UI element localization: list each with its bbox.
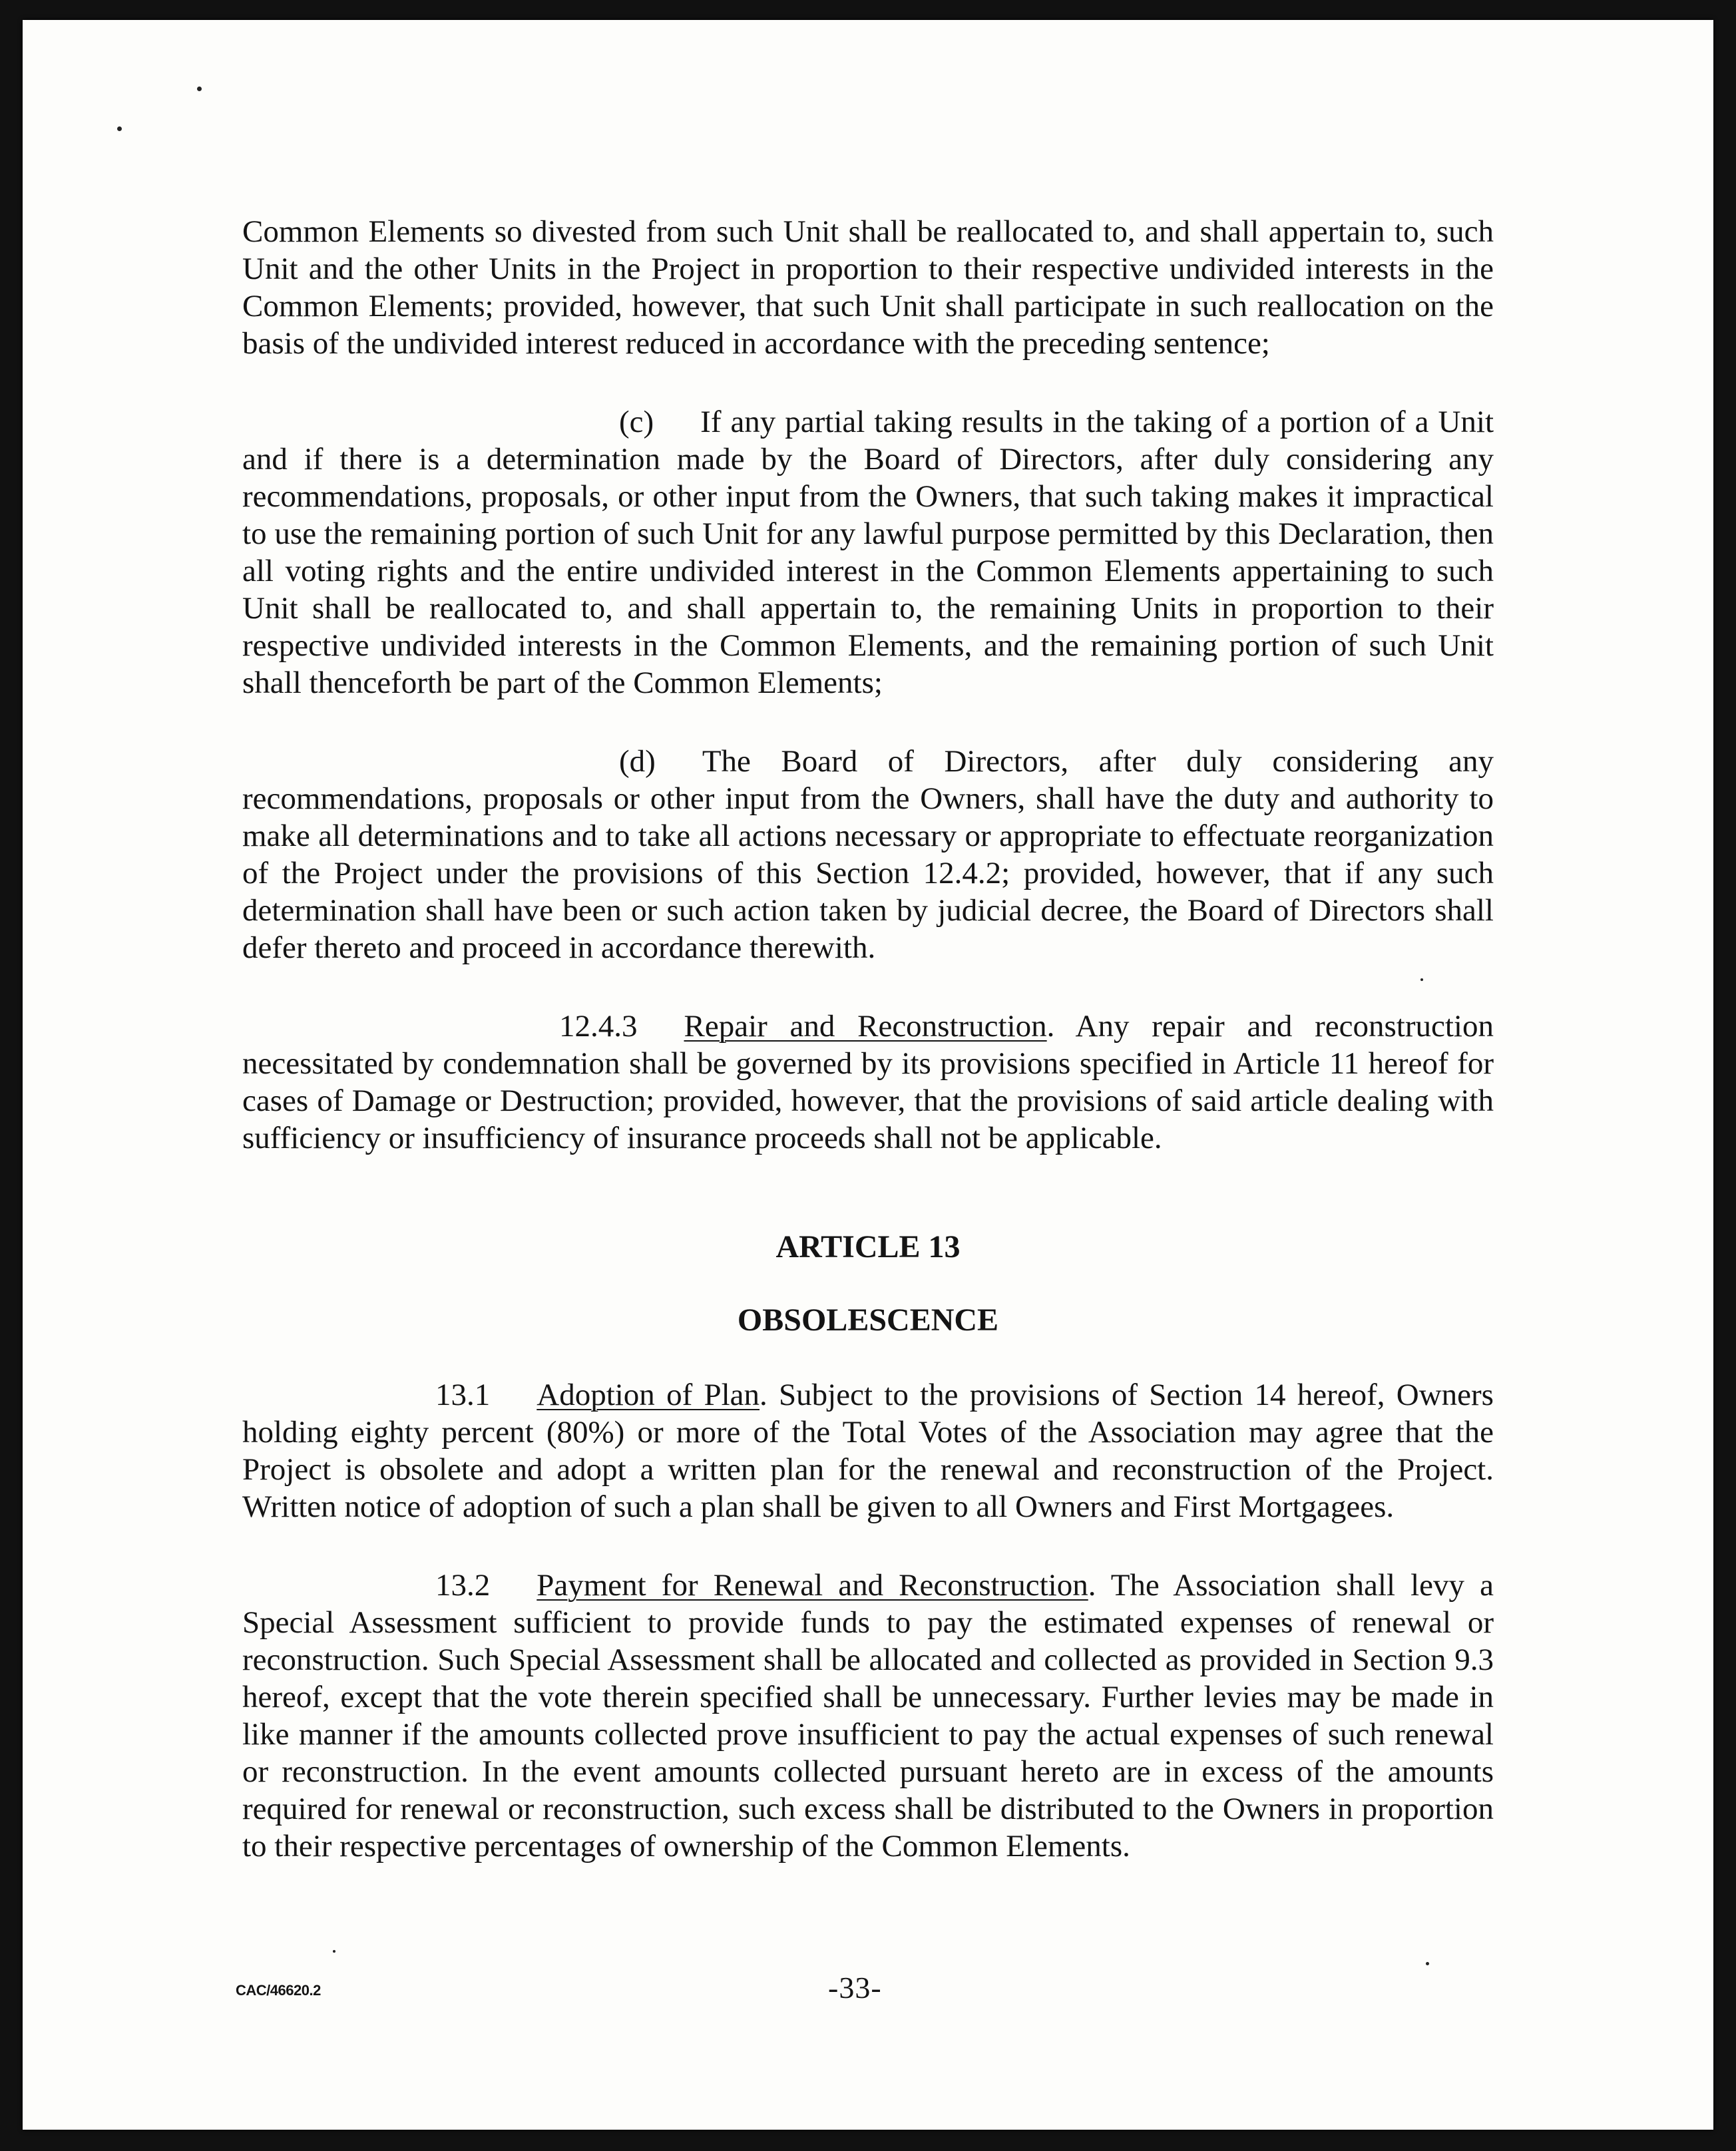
subsection-c-label: (c) [619, 405, 654, 439]
section-12-4-3-paragraph [242, 1008, 1494, 1157]
section-13-2-paragraph [242, 1567, 1494, 1865]
page-number: -33- [828, 1971, 882, 2005]
section-13-2-number: 13.2 [435, 1568, 491, 1603]
document-body [242, 213, 1494, 1865]
scan-speck [117, 126, 122, 131]
document-code: CAC/46620.2 [236, 1982, 321, 1999]
section-12-4-3-text: . Any repair and reconstruction necessitated by condemnation shall be governed by its provisions specified in Article 11 hereof for cases of Damage or Destruction; provided, however, that the provisions of said article dealing with sufficiency or insufficiency of insurance proceeds shall not be applicable. [242, 1009, 1494, 1155]
section-13-1-text: . Subject to the provisions of Section 14 hereof, Owners holding eighty percent (80%) or more of the Total Votes of the Association may agree that the Project is obsolete and adopt a written plan for the renewal and reconstruction of the Project. Written notice of adoption of such a plan shall be given to all Owners and First Mortgagees. [242, 1378, 1494, 1524]
paragraph-gap [242, 701, 1494, 743]
section-12-4-3-number: 12.4.3 [559, 1009, 638, 1044]
section-12-4-3-title: Repair and Reconstruction [684, 1009, 1047, 1044]
section-13-1-paragraph [242, 1376, 1494, 1525]
subsection-d-paragraph [242, 743, 1494, 966]
scan-speck [1426, 1962, 1429, 1965]
section-13-1-title: Adoption of Plan [537, 1378, 760, 1412]
scan-speck [197, 87, 202, 91]
section-13-2-text: . The Association shall levy a Special Assessment sufficient to provide funds to pay the estimated expenses of renewal or reconstruction. Such Special Assessment shall be allocated and collected as provided in Section 9.3 hereof, except that the vote therein specified shall be unnecessary. Further levies may be made in like manner if the amounts collected prove insufficient to pay the actual expenses of such renewal or reconstruction. In the event amounts collected pursuant hereto are in excess of the amounts required for renewal or reconstruction, such excess shall be distributed to the Owners in proportion to their respective percentages of ownership of the Common Elements. [242, 1568, 1494, 1863]
article-heading: ARTICLE 13 [775, 1229, 961, 1265]
article-title: OBSOLESCENCE [737, 1302, 999, 1338]
paragraph-gap [242, 966, 1494, 1008]
subsection-d-text: The Board of Directors, after duly considering any recommendations, proposals or other input from the Owners, shall have the duty and authority to make all determinations and to take all actions necessary or appropriate to effectuate reorganization of the Project under the provisions of this Section 12.4.2; provided, however, that if any such determination shall have been or such action taken by judicial decree, the Board of Directors shall defer thereto and proceed in accordance therewith. [242, 744, 1494, 965]
scan-speck [333, 1950, 335, 1953]
scanned-page [23, 20, 1713, 2130]
continuation-paragraph: Common Elements so divested from such Unit shall be reallocated to, and shall appertain to, such Unit and the other Units in the Project in proportion to their respective undivided interests in the Common Elements; provided, however, that such Unit shall participate in such reallocation on the basis of the undivided interest reduced in accordance with the preceding sentence; [242, 214, 1494, 361]
subsection-c-paragraph [242, 403, 1494, 701]
section-13-1-number: 13.1 [435, 1378, 491, 1412]
paragraph-gap [242, 1525, 1494, 1567]
paragraph-gap [242, 362, 1494, 403]
subsection-d-label: (d) [619, 744, 656, 779]
subsection-c-text: If any partial taking results in the taking of a portion of a Unit and if there is a determination made by the Board of Directors, after duly considering any recommendations, proposals, or other input from the Owners, that such taking makes it impractical to use the remaining portion of such Unit for any lawful purpose permitted by this Declaration, then all voting rights and the entire undivided interest in the Common Elements appertaining to such Unit shall be reallocated to, and shall appertain to, the remaining Units in proportion to their respective undivided interests in the Common Elements, and the remaining portion of such Unit shall thenceforth be part of the Common Elements; [242, 405, 1494, 700]
section-13-2-title: Payment for Renewal and Reconstruction [537, 1568, 1088, 1603]
